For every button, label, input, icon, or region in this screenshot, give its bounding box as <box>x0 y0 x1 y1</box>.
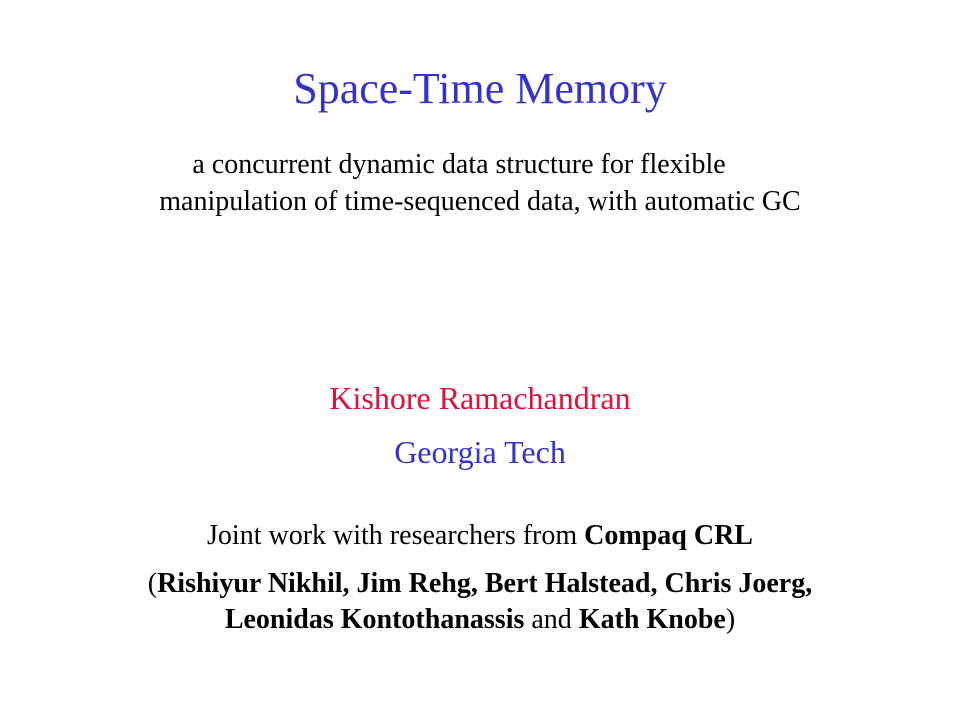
collaborator-names-2: Leonidas Kontothanassis <box>224 604 525 635</box>
open-paren: ( <box>147 568 158 599</box>
collaborators-line-2 <box>0 602 960 638</box>
close-paren: ) <box>725 604 736 635</box>
joint-work-prefix: Joint work with researchers from <box>207 520 585 551</box>
collaborator-last: Kath Knobe <box>578 604 726 635</box>
subtitle-line-2: manipulation of time-sequenced data, with automatic GC <box>159 186 801 217</box>
author-name: Kishore Ramachandran <box>329 380 631 416</box>
collaborator-names-1: Rishiyur Nikhil, Jim Rehg, Bert Halstead, Chris Joerg, <box>157 568 813 599</box>
affiliation: Georgia Tech <box>394 434 566 470</box>
subtitle-line-1: a concurrent dynamic data structure for flexible <box>192 149 726 180</box>
and-text: and <box>524 604 579 635</box>
slide-title: Space-Time Memory <box>293 64 667 113</box>
joint-work-org: Compaq CRL <box>584 520 753 551</box>
collaborators-line-1 <box>0 566 960 602</box>
joint-work-line <box>0 518 960 554</box>
